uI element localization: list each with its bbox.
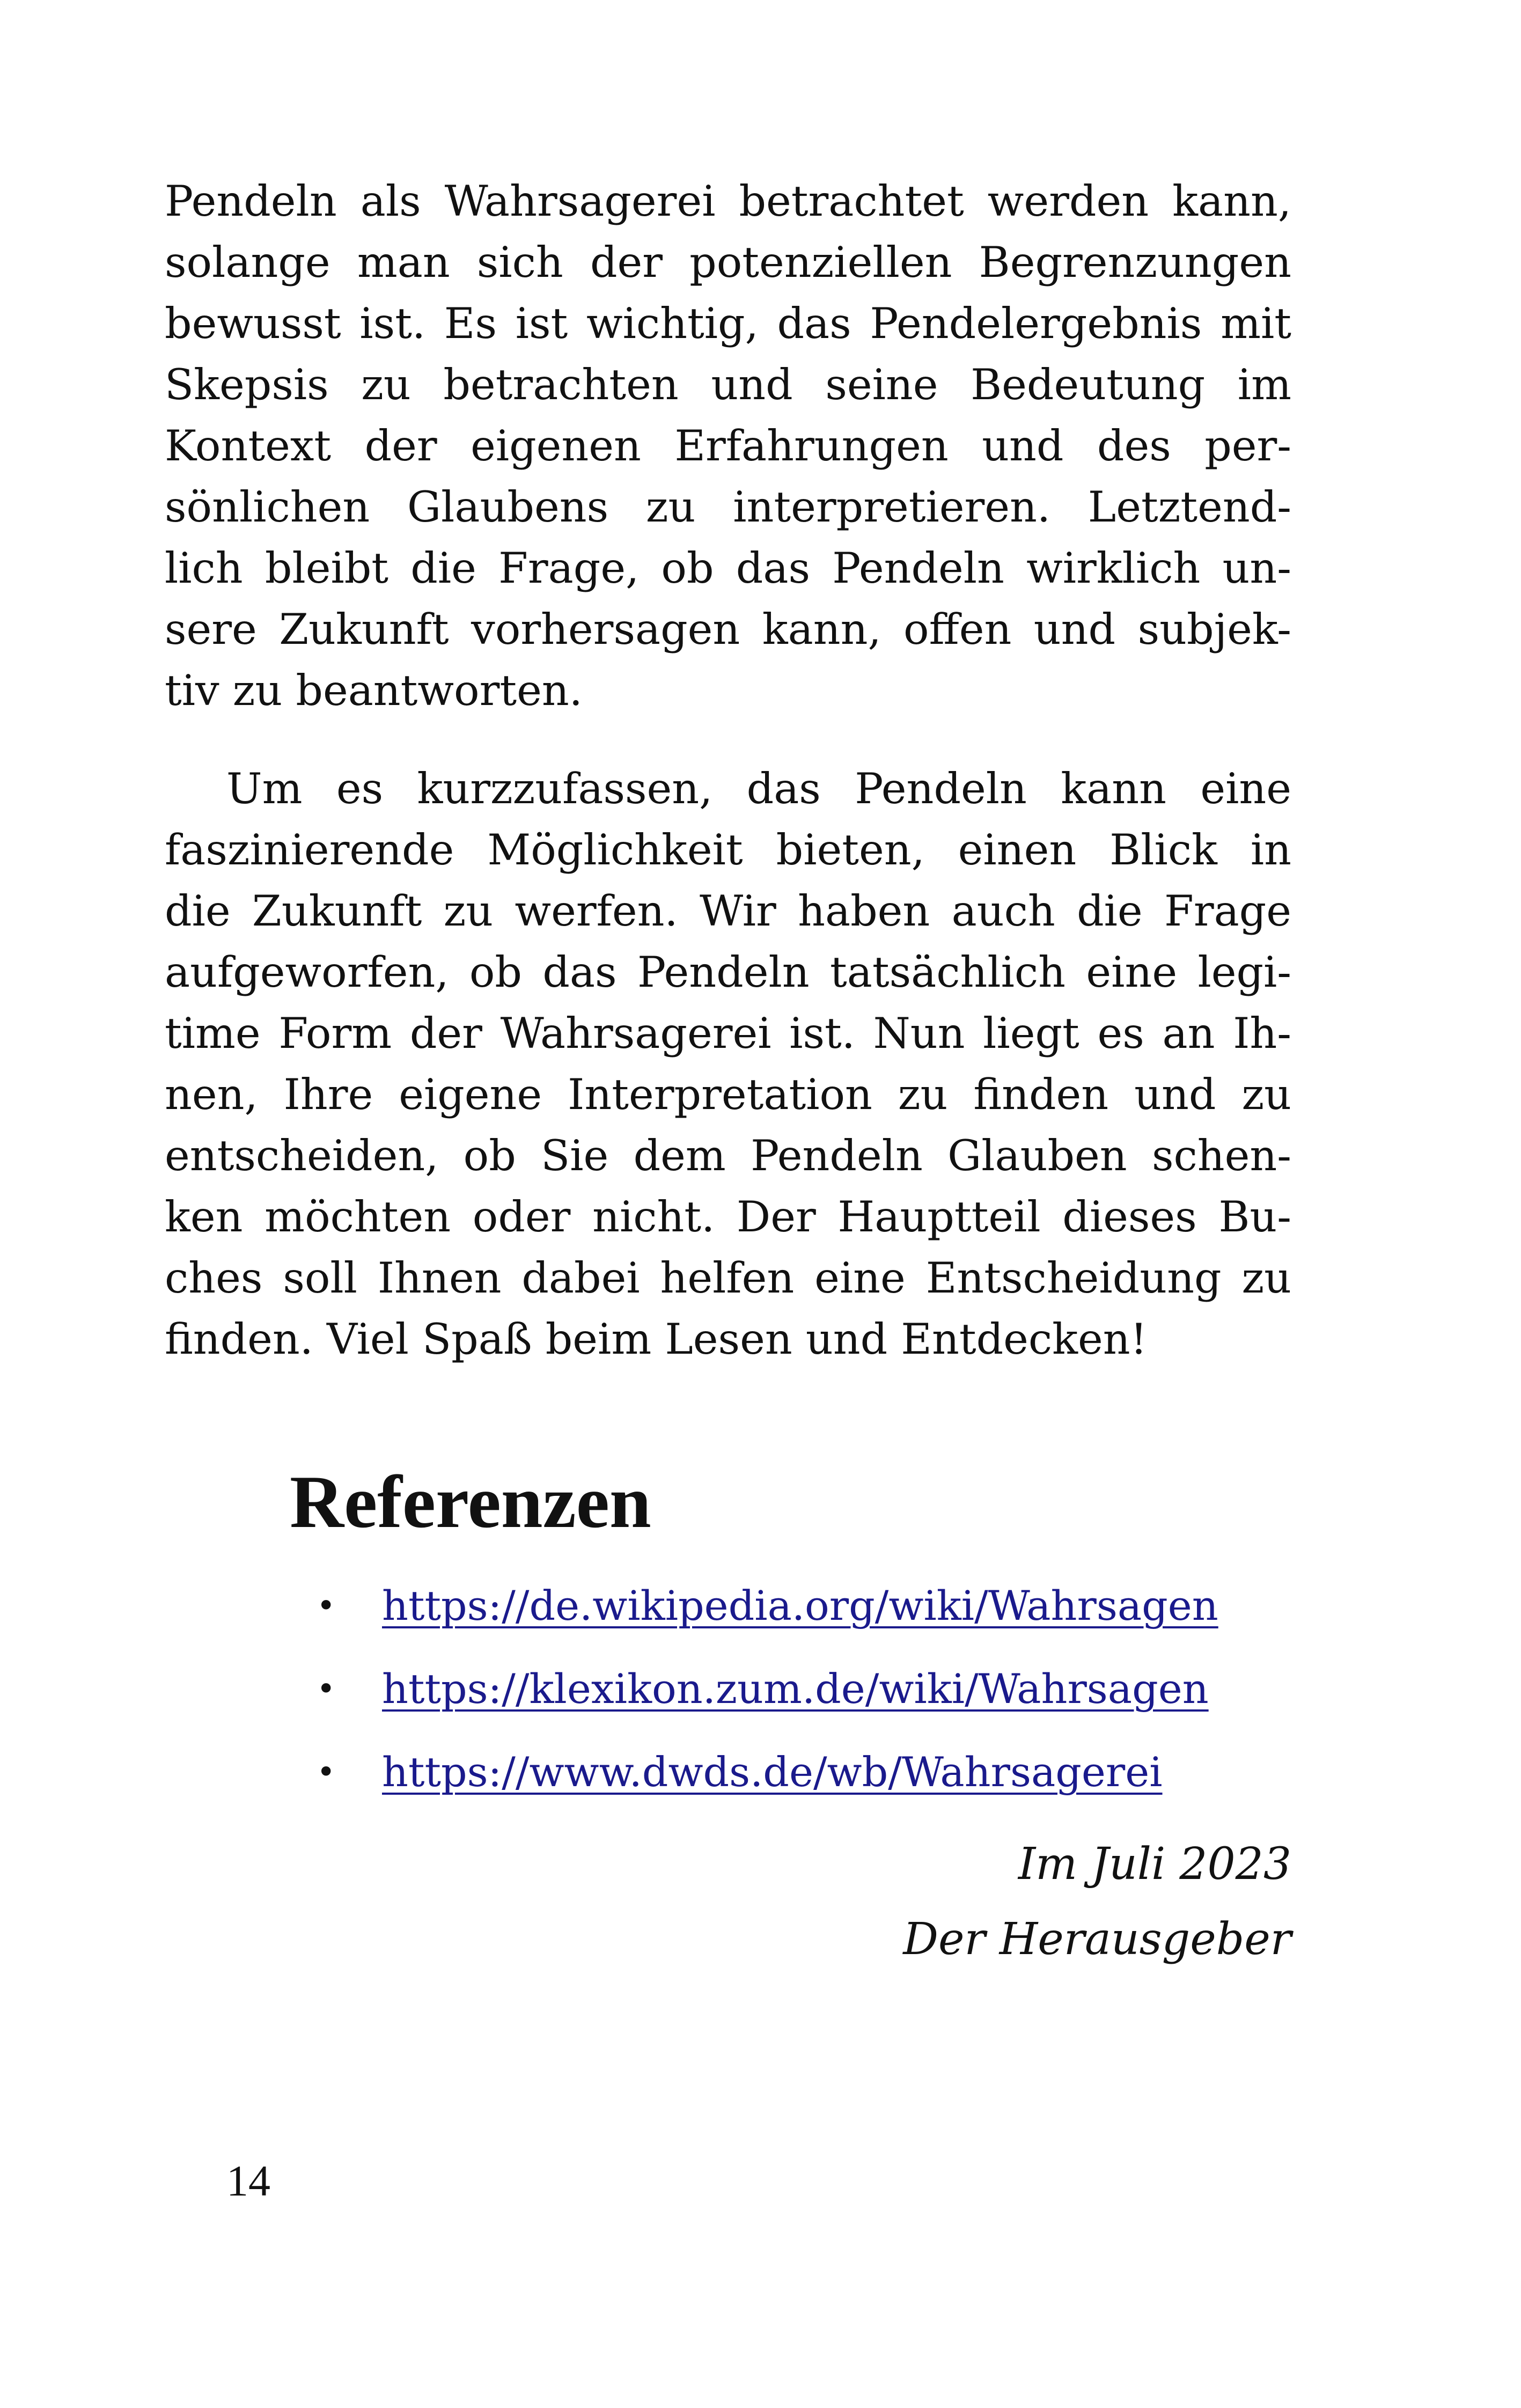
page-number: 14 — [226, 2156, 270, 2205]
body-text-line: faszinierende Möglichkeit bieten, einen Blick in — [165, 825, 1291, 875]
body-text-line: finden. Viel Spaß beim Lesen und Entdecken! — [165, 1315, 1148, 1364]
body-text-line: Pendeln als Wahrsagerei betrachtet werden kann, — [165, 177, 1291, 226]
body-text-line: aufgeworfen, ob das Pendeln tatsächlich eine legi- — [165, 948, 1291, 997]
reference-item — [317, 1571, 1336, 1654]
bullet-icon: • — [317, 1753, 336, 1791]
body-text-line: time Form der Wahrsagerei ist. Nun liegt es an Ih- — [165, 1009, 1291, 1058]
body-text-line: die Zukunft zu werfen. Wir haben auch die Frage — [165, 886, 1291, 936]
signature-author: Der Herausgeber — [903, 1914, 1291, 1965]
body-text-line: ches soll Ihnen dabei helfen eine Entscheidung zu — [165, 1253, 1291, 1303]
body-text-line: sere Zukunft vorhersagen kann, offen und subjek- — [165, 605, 1291, 654]
bullet-icon: • — [317, 1670, 336, 1708]
body-text-line: entscheiden, ob Sie dem Pendeln Glauben schen- — [165, 1131, 1291, 1180]
bullet-icon: • — [317, 1587, 336, 1625]
references-list — [317, 1571, 1336, 1820]
body-text-line: Kontext der eigenen Erfahrungen und des per- — [165, 421, 1291, 471]
body-text-line: lich bleibt die Frage, ob das Pendeln wirklich un- — [165, 544, 1291, 593]
reference-link[interactable]: https://de.wikipedia.org/wiki/Wahrsagen — [382, 1582, 1218, 1629]
reference-item — [317, 1737, 1336, 1820]
body-text-line: Skepsis zu betrachten und seine Bedeutung im — [165, 360, 1291, 409]
body-text-line: Um es kurzzufassen, das Pendeln kann eine — [226, 764, 1291, 813]
reference-link[interactable]: https://klexikon.zum.de/wiki/Wahrsagen — [382, 1665, 1209, 1713]
reference-item — [317, 1654, 1336, 1737]
body-text-line: sönlichen Glaubens zu interpretieren. Letztend- — [165, 482, 1291, 532]
body-text-line: tiv zu beantworten. — [165, 666, 583, 715]
body-text-line: ken möchten oder nicht. Der Hauptteil dieses Bu- — [165, 1192, 1291, 1242]
body-text-line: nen, Ihre eigene Interpretation zu finden und zu — [165, 1070, 1291, 1119]
body-text-line: bewusst ist. Es ist wichtig, das Pendelergebnis mit — [165, 299, 1291, 348]
body-text-line: solange man sich der potenziellen Begrenzungen — [165, 238, 1291, 287]
reference-link[interactable]: https://www.dwds.de/wb/Wahrsagerei — [382, 1748, 1163, 1796]
references-heading: Referenzen — [290, 1460, 651, 1544]
signature-date: Im Juli 2023 — [1018, 1839, 1291, 1890]
